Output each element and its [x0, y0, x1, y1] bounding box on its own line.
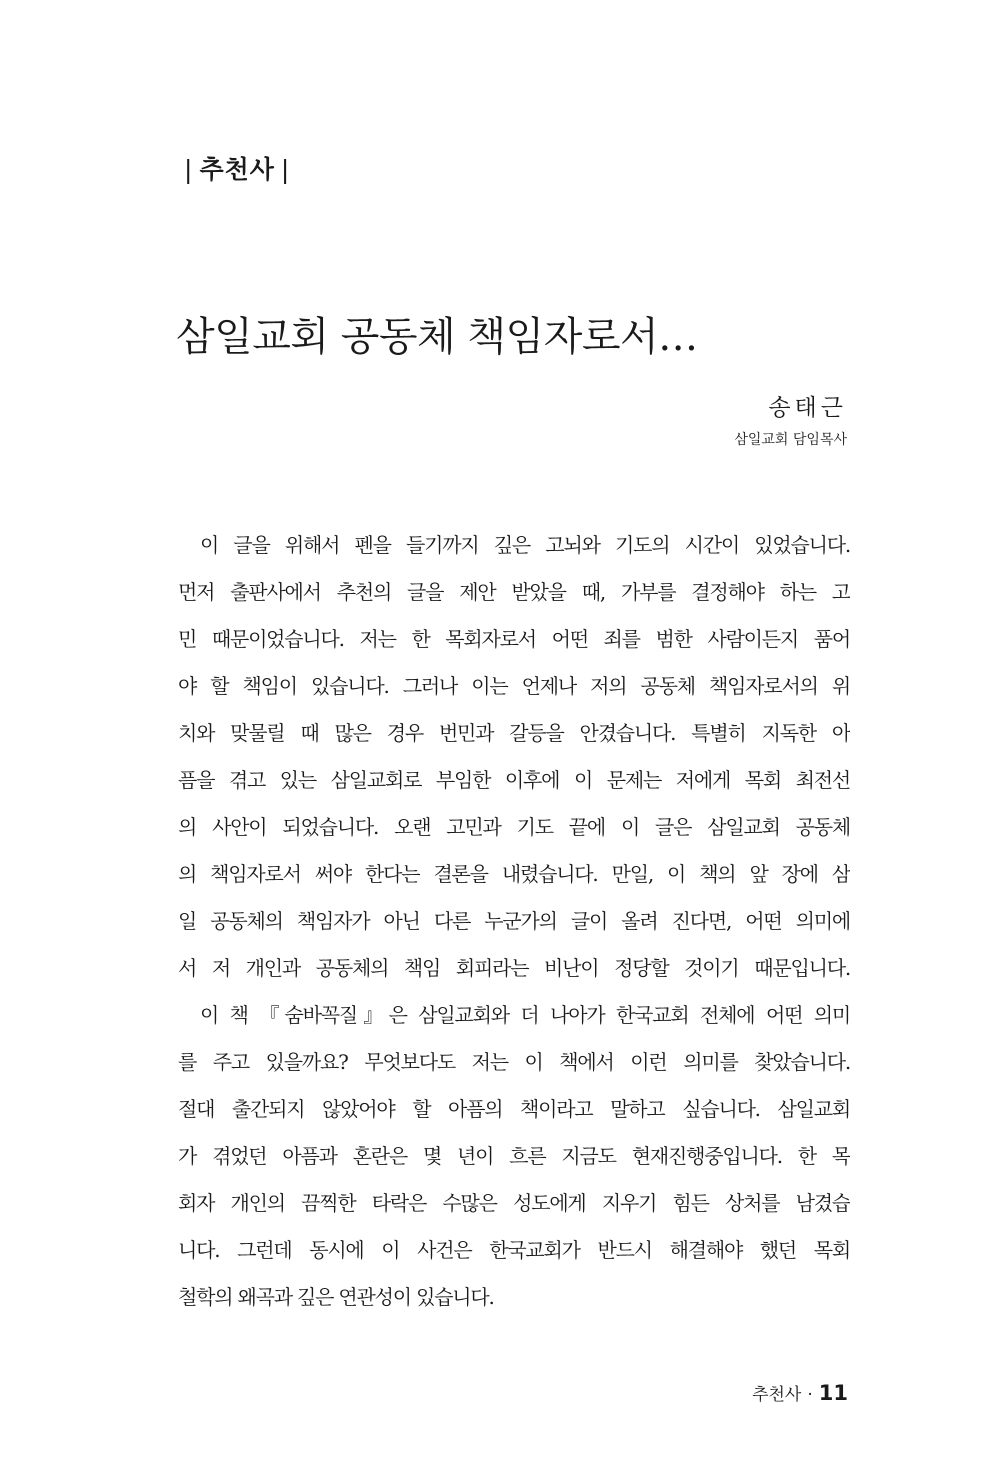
paragraph-line: 먼저 출판사에서 추천의 글을 제안 받았을 때, 가부를 결정해야 하는 고 — [178, 580, 850, 604]
paragraph-line: 야 할 책임이 있습니다. 그러나 이는 언제나 저의 공동체 책임자로서의 위 — [178, 674, 850, 698]
paragraph-line: 민 때문이었습니다. 저는 한 목회자로서 어떤 죄를 범한 사람이든지 품어 — [178, 627, 850, 651]
author-name: 송태근 — [768, 395, 847, 421]
paragraph-line: 의 책임자로서 써야 한다는 결론을 내렸습니다. 만일, 이 책의 앞 장에 삼 — [178, 862, 850, 886]
section-label — [178, 150, 296, 186]
footer-label: 추천사 — [752, 1385, 802, 1405]
footer-separator: · — [807, 1385, 813, 1405]
paragraph-line: 가 겪었던 아픔과 혼란은 몇 년이 흐른 지금도 현재진행중입니다. 한 목 — [178, 1144, 850, 1168]
paragraph-line: 니다. 그런데 동시에 이 사건은 한국교회가 반드시 해결해야 했던 목회 — [178, 1238, 850, 1262]
paragraph-line: 서 저 개인과 공동체의 책임 회피라는 비난이 정당할 것이기 때문입니다. — [178, 956, 850, 980]
paragraph-line: 의 사안이 되었습니다. 오랜 고민과 기도 끝에 이 글은 삼일교회 공동체 — [178, 815, 850, 839]
page-footer — [752, 1380, 848, 1405]
paragraph-line: 철학의 왜곡과 깊은 연관성이 있습니다. — [178, 1285, 494, 1309]
paragraph-line: 회자 개인의 끔찍한 타락은 수많은 성도에게 지우기 힘든 상처를 남겼습 — [178, 1191, 850, 1215]
body-text — [178, 522, 850, 1321]
label-divider: | — [184, 155, 194, 184]
label-divider: | — [280, 155, 291, 184]
section-label-text: 추천사 — [199, 155, 275, 184]
article-title: 삼일교회 공동체 책임자로서… — [176, 313, 698, 360]
author-role: 삼일교회 담임목사 — [734, 432, 847, 448]
paragraph-line: 이 글을 위해서 펜을 들기까지 깊은 고뇌와 기도의 시간이 있었습니다. — [200, 533, 850, 557]
paragraph-line: 절대 출간되지 않았어야 할 아픔의 책이라고 말하고 싶습니다. 삼일교회 — [178, 1097, 850, 1121]
paragraph-line: 이 책 『숨바꼭질』은 삼일교회와 더 나아가 한국교회 전체에 어떤 의미 — [200, 1003, 850, 1027]
paragraph-line: 를 주고 있을까요? 무엇보다도 저는 이 책에서 이런 의미를 찾았습니다. — [178, 1050, 850, 1074]
page-number: 11 — [818, 1381, 848, 1405]
paragraph-line: 일 공동체의 책임자가 아닌 다른 누군가의 글이 올려 진다면, 어떤 의미에 — [178, 909, 850, 933]
paragraph-line: 픔을 겪고 있는 삼일교회로 부임한 이후에 이 문제는 저에게 목회 최전선 — [178, 768, 850, 792]
paragraph-line: 치와 맞물릴 때 많은 경우 번민과 갈등을 안겼습니다. 특별히 지독한 아 — [178, 721, 850, 745]
author-block — [734, 392, 847, 452]
